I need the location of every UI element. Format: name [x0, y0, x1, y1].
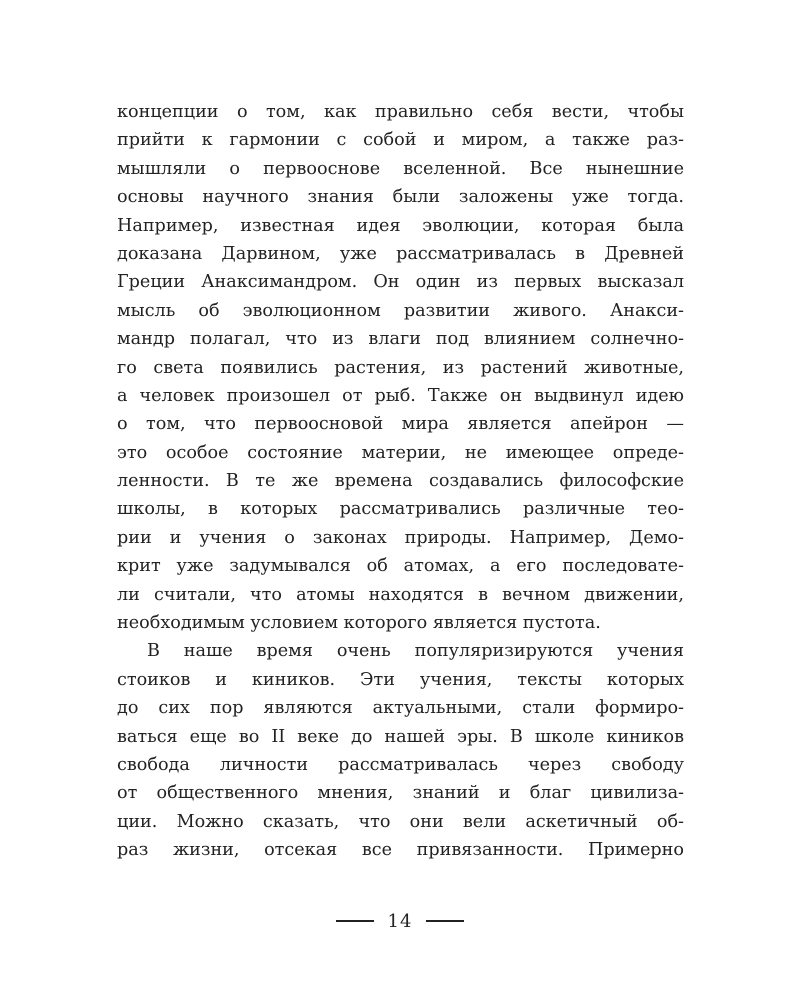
text-line: мысль об эволюционном развитии живого. Анакси-	[117, 300, 684, 321]
text-line: ции. Можно сказать, что они вели аскетичный об-	[117, 811, 684, 832]
text-line: Например, известная идея эволюции, которая была	[117, 215, 684, 236]
text-line: необходимым условием которого является пустота.	[117, 613, 601, 634]
folio-rule-right	[426, 920, 464, 922]
text-line: концепции о том, как правильно себя вести, чтобы	[117, 102, 684, 122]
text-line: свобода личности рассматривалась через свободу	[117, 754, 684, 775]
text-line: основы научного знания были заложены уже тогда.	[117, 187, 684, 208]
text-line: ленности. В те же времена создавались философские	[117, 471, 684, 492]
text-line: крит уже задумывался об атомах, а его последовате-	[117, 556, 684, 577]
text-line: а человек произошел от рыб. Также он выдвинул идею	[117, 385, 684, 406]
text-line: о том, что первоосновой мира является апейрон —	[117, 414, 684, 435]
text-line: мышляли о первооснове вселенной. Все нынешние	[117, 158, 684, 179]
text-line: ваться еще во II веке до нашей эры. В школе киников	[117, 726, 684, 747]
text-line: до сих пор являются актуальными, стали формиро-	[117, 698, 684, 719]
page-number: 14	[387, 910, 413, 932]
text-line: доказана Дарвином, уже рассматривалась в Древней	[117, 243, 684, 264]
text-line: го света появились растения, из растений животные,	[117, 357, 684, 378]
text-line: Греции Анаксимандром. Он один из первых высказал	[117, 272, 684, 293]
text-line: от общественного мнения, знаний и благ цивилиза-	[117, 783, 684, 804]
text-line: школы, в которых рассматривались различные тео-	[117, 499, 684, 520]
text-line: стоиков и киников. Эти учения, тексты которых	[117, 669, 684, 690]
text-line: прийти к гармонии с собой и миром, а также раз-	[117, 130, 684, 151]
text-line: рии и учения о законах природы. Например, Демо-	[117, 527, 684, 548]
paragraph-first-line: В наше время очень популяризируются учения	[147, 641, 684, 662]
folio-rule-left	[336, 920, 374, 922]
text-line: мандр полагал, что из влаги под влиянием солнечно-	[117, 329, 684, 350]
body-text	[117, 98, 684, 865]
text-line: это особое состояние материи, не имеющее опреде-	[117, 442, 684, 463]
page-footer	[0, 906, 800, 936]
text-line: ли считали, что атомы находятся в вечном движении,	[117, 584, 684, 605]
text-line: раз жизни, отсекая все привязанности. Примерно	[117, 840, 684, 861]
